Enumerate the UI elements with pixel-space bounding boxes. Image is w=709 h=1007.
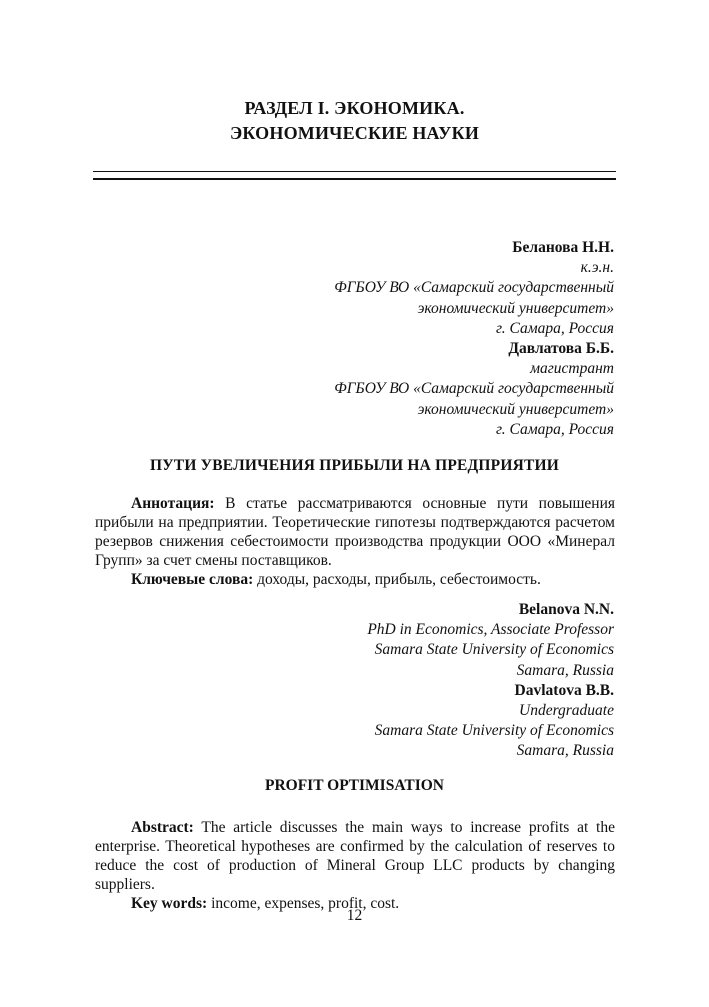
authors-block-ru — [334, 238, 614, 440]
author-name: Беланова Н.Н. — [512, 239, 614, 256]
section-heading-line-2: ЭКОНОМИЧЕСКИЕ НАУКИ — [229, 123, 480, 143]
author-organization: экономический университет» — [417, 400, 614, 418]
author-city: Samara, Russia — [516, 742, 614, 760]
keywords-paragraph — [95, 570, 615, 589]
article-title-en: PROFIT OPTIMISATION — [265, 777, 444, 794]
authors-block-en — [367, 600, 614, 762]
abstract-ru — [95, 494, 615, 589]
abstract-label: Аннотация: — [131, 495, 215, 512]
author-degree: Undergraduate — [519, 702, 614, 720]
abstract-label: Abstract: — [131, 819, 194, 836]
author-degree: магистрант — [530, 360, 614, 378]
section-heading — [0, 96, 709, 146]
keywords-text: доходы, расходы, прибыль, себестоимость. — [253, 571, 541, 588]
keywords-label: Key words: — [131, 895, 208, 912]
author-organization: Samara State University of Economics — [374, 641, 614, 659]
author-name: Belanova N.N. — [518, 601, 614, 618]
article-title-ru: ПУТИ УВЕЛИЧЕНИЯ ПРИБЫЛИ НА ПРЕДПРИЯТИИ — [149, 457, 560, 474]
author-organization: ФГБОУ ВО «Самарский государственный — [334, 380, 614, 398]
author-degree: к.э.н. — [580, 259, 614, 277]
author-name: Давлатова Б.Б. — [508, 340, 614, 358]
abstract-text: The article discusses the main ways to increase profits at the enterprise. Theoretical hypotheses are confirmed by the calculation of reserves to reduce the cost of production of Mineral Group LLC products by changing suppliers. — [95, 819, 615, 893]
abstract-paragraph — [95, 818, 615, 894]
author-name: Davlatova B.B. — [514, 681, 614, 699]
header-rule-thick — [93, 178, 616, 180]
abstract-en — [95, 818, 615, 913]
keywords-label: Ключевые слова: — [131, 571, 254, 588]
keywords-text: income, expenses, profit, cost. — [207, 895, 400, 912]
author-city: Samara, Russia — [516, 661, 614, 679]
author-city: г. Самара, Россия — [495, 319, 614, 337]
author-city: г. Самара, Россия — [495, 420, 614, 438]
section-heading-line-1: РАЗДЕЛ I. ЭКОНОМИКА. — [244, 98, 465, 118]
author-organization: экономический университет» — [417, 299, 614, 317]
author-degree: PhD in Economics, Associate Professor — [367, 621, 614, 639]
abstract-paragraph — [95, 494, 615, 570]
author-organization: ФГБОУ ВО «Самарский государственный — [334, 279, 614, 297]
header-rule-thin — [93, 171, 616, 172]
abstract-text: В статье рассматриваются основные пути повышения прибыли на предприятии. Теоретические гипотезы подтверждаются расчетом резервов снижения себестоимости производства продукции ООО «Минерал Групп» за счет смены поставщиков. — [95, 495, 615, 569]
page-number: 12 — [346, 907, 363, 924]
author-organization: Samara State University of Economics — [374, 722, 614, 740]
